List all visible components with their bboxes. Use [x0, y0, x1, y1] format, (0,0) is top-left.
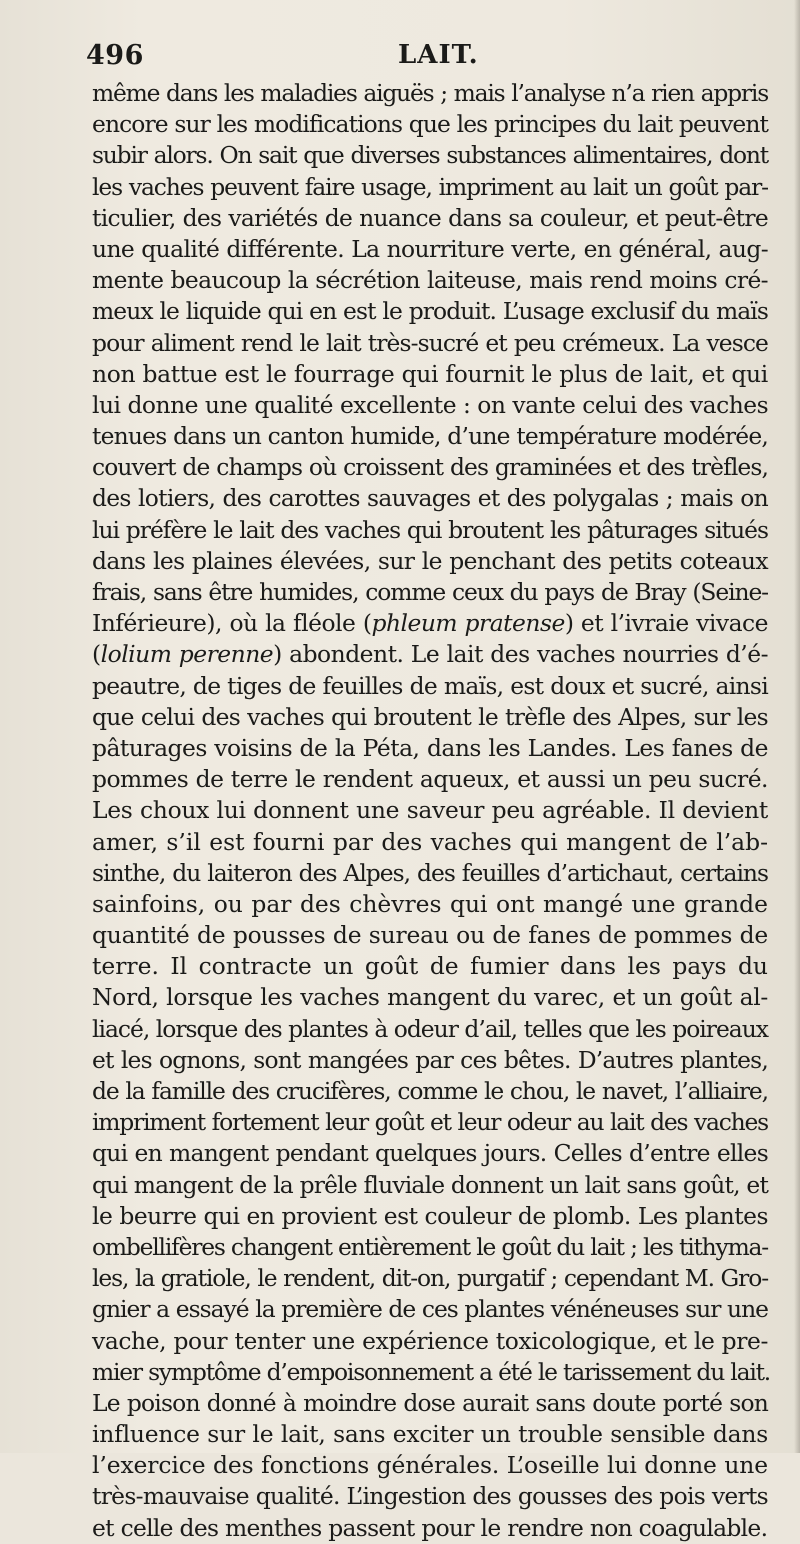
text-line: qui mangent de la prêle fluviale donnent un lait sans goût, et [92, 1170, 769, 1199]
text-line: pâturages voisins de la Péta, dans les Landes. Les fanes de [92, 733, 768, 762]
text-line: pommes de terre le rendent aqueux, et aussi un peu sucré. [92, 765, 768, 794]
text-line: subir alors. On sait que diverses substances alimentaires, dont [92, 141, 768, 170]
running-title: LAIT. [398, 40, 479, 70]
text-line: tenues dans un canton humide, d’une température modérée, [92, 422, 768, 451]
text-line: de la famille des crucifères, comme le chou, le navet, l’alliaire, [92, 1077, 768, 1105]
text-line: l’exercice des fonctions générales. L’oseille lui donne une [92, 1451, 768, 1480]
text-line: impriment fortement leur goût et leur odeur au lait des vaches [92, 1108, 768, 1137]
page-edge-shadow [794, 0, 800, 1453]
text-line: terre. Il contracte un goût de fumier dans les pays du [92, 952, 768, 981]
text-line: pour aliment rend le lait très-sucré et peu crémeux. La vesce [92, 328, 768, 357]
text-line: que celui des vaches qui broutent le trèfle des Alpes, sur les [92, 702, 768, 731]
page-header [86, 40, 766, 74]
text-line: sainfoins, ou par des chèvres qui ont mangé une grande [92, 889, 768, 918]
body-text [92, 78, 771, 1544]
text-line: même dans les maladies aiguës ; mais l’analyse n’a rien appris [92, 79, 768, 107]
text-line: les, la gratiole, le rendent, dit-on, purgatif ; cependant M. Gro- [92, 1264, 768, 1293]
text-line: lui préfère le lait des vaches qui broutent les pâturages situés [92, 515, 768, 544]
text-line: mier symptôme d’empoisonnement a été le tarissement du lait. [92, 1357, 771, 1386]
text-line: très-mauvaise qualité. L’ingestion des gousses des pois verts [92, 1482, 768, 1511]
text-line: quantité de pousses de sureau ou de fanes de pommes de [92, 921, 768, 950]
text-line: sinthe, du laiteron des Alpes, des feuilles d’artichaut, certains [92, 858, 768, 887]
latin-species-name: phleum pratense [371, 609, 565, 638]
text-line: des lotiers, des carottes sauvages et des polygalas ; mais on [92, 484, 768, 513]
text-line: Inférieure), où la fléole (phleum pratense) et l’ivraie vivace [92, 609, 768, 638]
text-line: les vaches peuvent faire usage, impriment au lait un goût par- [92, 172, 768, 201]
text-line: peautre, de tiges de feuilles de maïs, est doux et sucré, ainsi [92, 671, 768, 700]
text-line: non battue est le fourrage qui fournit le plus de lait, et qui [92, 359, 768, 388]
text-line: couvert de champs où croissent des graminées et des trèfles, [92, 453, 768, 482]
text-line: dans les plaines élevées, sur le penchant des petits coteaux [92, 546, 768, 575]
text-line: lui donne une qualité excellente : on vante celui des vaches [92, 390, 769, 419]
text-line: Nord, lorsque les vaches mangent du varec, et un goût al- [92, 983, 768, 1012]
text-line: Les choux lui donnent une saveur peu agréable. Il devient [92, 796, 768, 825]
text-line: frais, sans être humides, comme ceux du pays de Bray (Seine- [92, 578, 768, 606]
latin-species-name: lolium perenne [100, 640, 274, 669]
text-line: influence sur le lait, sans exciter un trouble sensible dans [92, 1420, 768, 1449]
text-line: ombellifères changent entièrement le goût du lait ; les tithyma- [92, 1232, 768, 1261]
text-line: qui en mangent pendant quelques jours. Celles d’entre elles [92, 1139, 768, 1168]
text-line: et les ognons, sont mangées par ces bêtes. D’autres plantes, [92, 1045, 768, 1074]
text-line: le beurre qui en provient est couleur de plomb. Les plantes [92, 1201, 768, 1230]
page-number: 496 [86, 40, 144, 71]
text-line: amer, s’il est fourni par des vaches qui mangent de l’ab- [92, 827, 768, 856]
text-line: vache, pour tenter une expérience toxicologique, et le pre- [92, 1326, 768, 1355]
text-line: gnier a essayé la première de ces plantes vénéneuses sur une [92, 1295, 768, 1324]
text-line: meux le liquide qui en est le produit. L’usage exclusif du maïs [92, 297, 768, 326]
text-line: Le poison donné à moindre dose aurait sans doute porté son [92, 1388, 768, 1417]
text-line: ticulier, des variétés de nuance dans sa couleur, et peut-être [92, 203, 768, 232]
text-line: une qualité différente. La nourriture verte, en général, aug- [92, 234, 768, 263]
text-line: et celle des menthes passent pour le rendre non coagulable. [92, 1513, 768, 1542]
text-line: mente beaucoup la sécrétion laiteuse, mais rend moins cré- [92, 266, 768, 295]
text-line: (lolium perenne) abondent. Le lait des vaches nourries d’é- [92, 640, 768, 669]
text-line: encore sur les modifications que les principes du lait peuvent [92, 110, 768, 139]
text-line: liacé, lorsque des plantes à odeur d’ail, telles que les poireaux [92, 1014, 768, 1043]
